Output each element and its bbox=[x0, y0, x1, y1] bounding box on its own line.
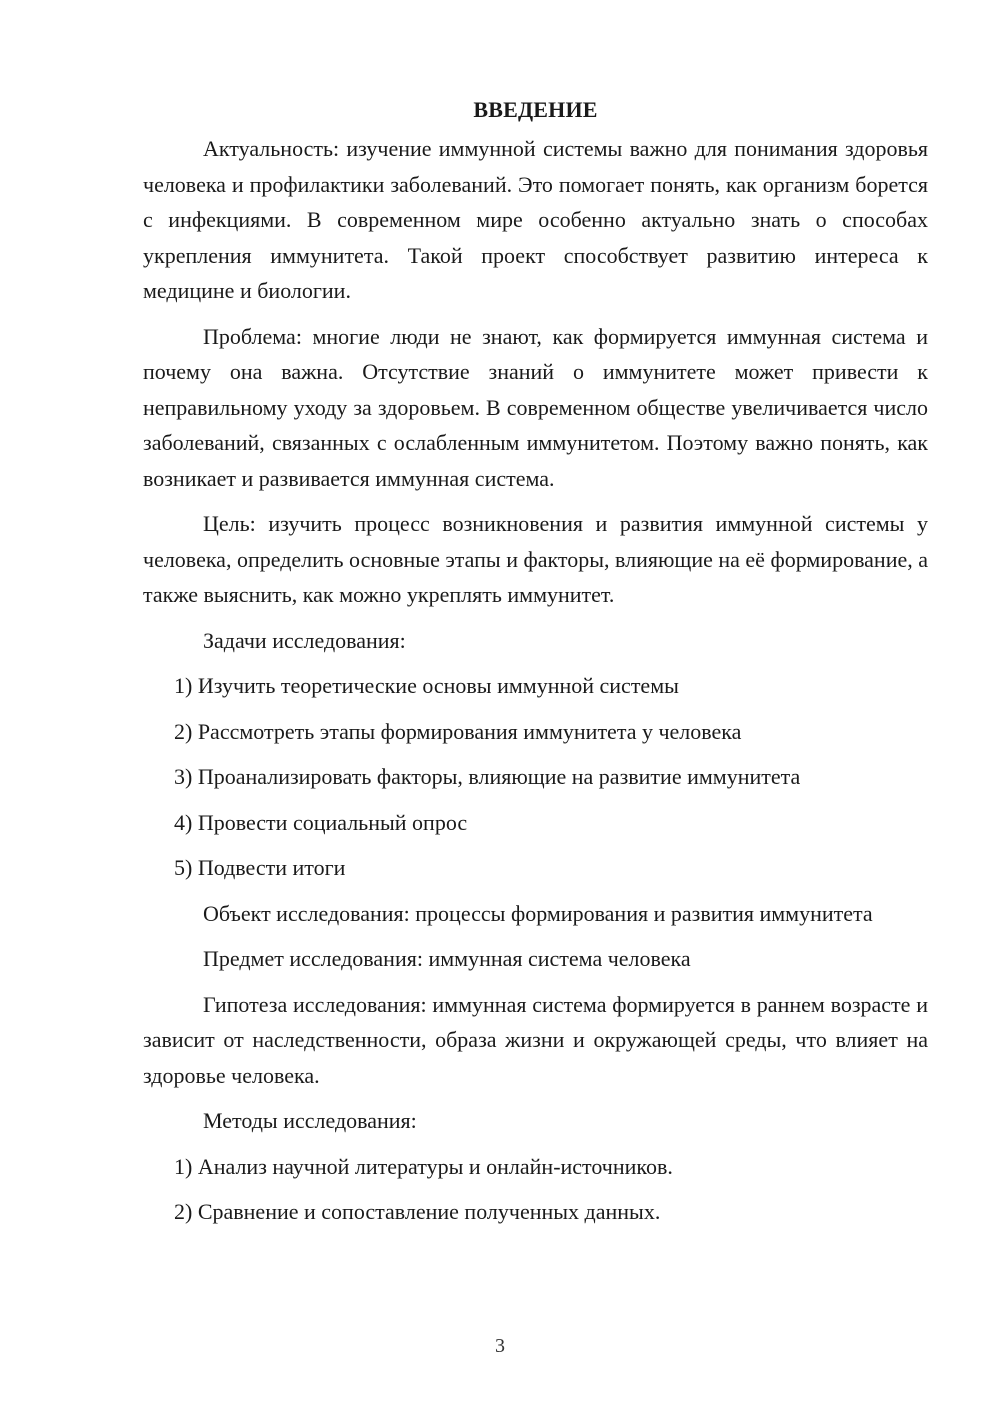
list-item: 5) Подвести итоги bbox=[174, 855, 346, 880]
section-title: ВВЕДЕНИЕ bbox=[473, 97, 598, 122]
relevance-paragraph: Актуальность: изучение иммунной системы важно для понимания здоровья человека и профилактики заболеваний. Это помогает понять, как организм борется с инфекциями. В современном мире особенно актуально знать о способах укрепления иммунитета. Такой проект способствует развитию интереса к медицине и биологии. bbox=[143, 136, 928, 303]
object-paragraph: Объект исследования: процессы формирования и развития иммунитета bbox=[203, 900, 873, 926]
list-item: 2) Сравнение и сопоставление полученных данных. bbox=[174, 1199, 661, 1224]
hypothesis-paragraph: Гипотеза исследования: иммунная система формируется в раннем возрасте и зависит от наследственности, образа жизни и окружающей среды, что влияет на здоровье человека. bbox=[143, 991, 928, 1088]
document-page bbox=[143, 90, 928, 1240]
problem-paragraph: Проблема: многие люди не знают, как формируется иммунная система и почему она важна. Отсутствие знаний о иммунитете может привести к неправильному уходу за здоровьем. В современном обществе увеличивается число заболеваний, связанных с ослабленным иммунитетом. Поэтому важно понять, как возникает и развивается иммунная система. bbox=[143, 323, 928, 491]
list-item: 1) Анализ научной литературы и онлайн-источников. bbox=[174, 1153, 673, 1179]
methods-list bbox=[143, 1149, 928, 1230]
tasks-list bbox=[143, 668, 928, 886]
page-number: 3 bbox=[495, 1335, 505, 1357]
list-item: 2) Рассмотреть этапы формирования иммунитета у человека bbox=[174, 718, 742, 744]
methods-heading: Методы исследования: bbox=[203, 1108, 417, 1133]
tasks-heading: Задачи исследования: bbox=[203, 627, 406, 653]
list-item: 1) Изучить теоретические основы иммунной системы bbox=[174, 673, 679, 698]
subject-paragraph: Предмет исследования: иммунная система человека bbox=[203, 946, 691, 971]
goal-paragraph: Цель: изучить процесс возникновения и развития иммунной системы у человека, определить основные этапы и факторы, влияющие на её формирование, а также выяснить, как можно укреплять иммунитет. bbox=[143, 511, 929, 607]
list-item: 3) Проанализировать факторы, влияющие на развитие иммунитета bbox=[174, 764, 801, 789]
list-item: 4) Провести социальный опрос bbox=[174, 809, 468, 835]
